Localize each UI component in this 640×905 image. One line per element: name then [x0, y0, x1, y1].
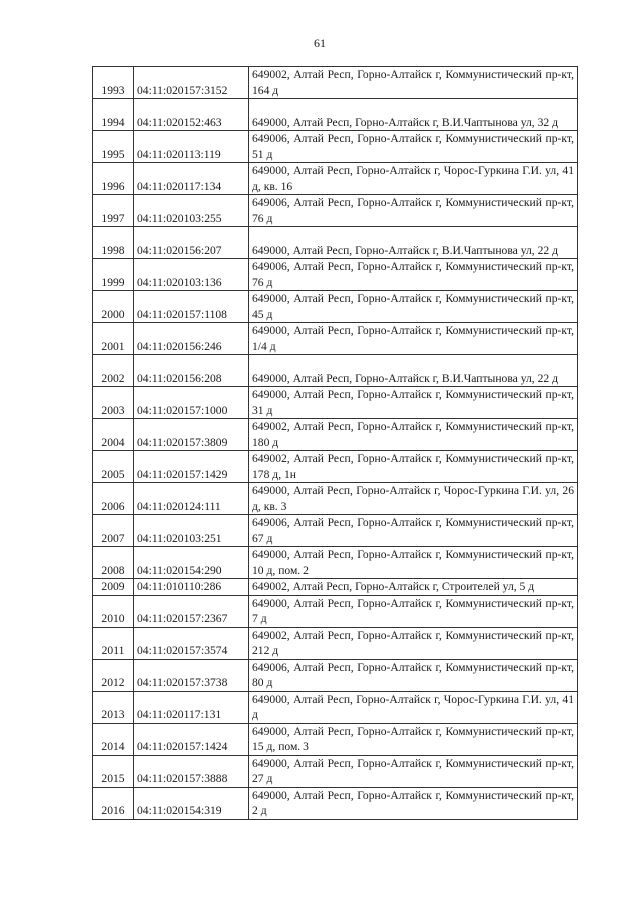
table-row — [93, 419, 578, 451]
row-number-cell: 2011 — [93, 627, 134, 659]
table-row — [93, 755, 578, 787]
table-row — [93, 787, 578, 819]
row-number-cell: 2004 — [93, 419, 134, 451]
row-number-cell: 2008 — [93, 547, 134, 579]
address-cell: 649006, Алтай Респ, Горно-Алтайск г, Коммунистический пр-кт, 67 д — [249, 515, 578, 547]
page-number: 61 — [314, 36, 326, 50]
cadastral-number-cell: 04:11:010110:286 — [134, 579, 249, 596]
cadastral-number-cell: 04:11:020156:207 — [134, 227, 249, 259]
cadastral-number-cell: 04:11:020103:136 — [134, 259, 249, 291]
table-row — [93, 723, 578, 755]
table-row — [93, 691, 578, 723]
address-cell: 649006, Алтай Респ, Горно-Алтайск г, Коммунистический пр-кт, 80 д — [249, 659, 578, 691]
registry-table-body — [93, 67, 578, 820]
row-number-cell: 2010 — [93, 595, 134, 627]
table-row — [93, 195, 578, 227]
row-number-cell: 2007 — [93, 515, 134, 547]
row-number-cell: 1999 — [93, 259, 134, 291]
registry-table — [92, 66, 578, 820]
table-row — [93, 163, 578, 195]
cadastral-number-cell: 04:11:020156:208 — [134, 355, 249, 387]
address-cell: 649000, Алтай Респ, Горно-Алтайск г, Коммунистический пр-кт, 27 д — [249, 755, 578, 787]
address-cell: 649002, Алтай Респ, Горно-Алтайск г, Коммунистический пр-кт, 178 д, 1н — [249, 451, 578, 483]
address-cell: 649006, Алтай Респ, Горно-Алтайск г, Коммунистический пр-кт, 76 д — [249, 195, 578, 227]
cadastral-number-cell: 04:11:020117:131 — [134, 691, 249, 723]
address-cell: 649000, Алтай Респ, Горно-Алтайск г, Коммунистический пр-кт, 31 д — [249, 387, 578, 419]
row-number-cell: 2000 — [93, 291, 134, 323]
cadastral-number-cell: 04:11:020157:3738 — [134, 659, 249, 691]
table-row — [93, 387, 578, 419]
table-row — [93, 659, 578, 691]
row-number-cell: 2006 — [93, 483, 134, 515]
cadastral-number-cell: 04:11:020154:319 — [134, 787, 249, 819]
address-cell: 649000, Алтай Респ, Горно-Алтайск г, Чорос-Гуркина Г.И. ул, 41 д, кв. 16 — [249, 163, 578, 195]
address-cell: 649000, Алтай Респ, Горно-Алтайск г, Чорос-Гуркина Г.И. ул, 41 д — [249, 691, 578, 723]
cadastral-number-cell: 04:11:020157:3152 — [134, 67, 249, 99]
address-cell: 649006, Алтай Респ, Горно-Алтайск г, Коммунистический пр-кт, 51 д — [249, 131, 578, 163]
cadastral-number-cell: 04:11:020113:119 — [134, 131, 249, 163]
table-row — [93, 595, 578, 627]
table-row — [93, 627, 578, 659]
cadastral-number-cell: 04:11:020157:3809 — [134, 419, 249, 451]
address-cell: 649002, Алтай Респ, Горно-Алтайск г, Коммунистический пр-кт, 212 д — [249, 627, 578, 659]
row-number-cell: 2009 — [93, 579, 134, 596]
row-number-cell: 2012 — [93, 659, 134, 691]
address-cell: 649002, Алтай Респ, Горно-Алтайск г, Строителей ул, 5 д — [249, 579, 578, 596]
row-number-cell: 2014 — [93, 723, 134, 755]
address-cell: 649000, Алтай Респ, Горно-Алтайск г, Коммунистический пр-кт, 7 д — [249, 595, 578, 627]
address-cell: 649000, Алтай Респ, Горно-Алтайск г, В.И.Чаптынова ул, 22 д — [249, 355, 578, 387]
row-number-cell: 2005 — [93, 451, 134, 483]
cadastral-number-cell: 04:11:020157:1429 — [134, 451, 249, 483]
row-number-cell: 2016 — [93, 787, 134, 819]
table-row — [93, 67, 578, 99]
table-row — [93, 291, 578, 323]
address-cell: 649000, Алтай Респ, Горно-Алтайск г, Коммунистический пр-кт, 2 д — [249, 787, 578, 819]
cadastral-number-cell: 04:11:020157:2367 — [134, 595, 249, 627]
cadastral-number-cell: 04:11:020156:246 — [134, 323, 249, 355]
row-number-cell: 2015 — [93, 755, 134, 787]
address-cell: 649000, Алтай Респ, Горно-Алтайск г, Коммунистический пр-кт, 10 д, пом. 2 — [249, 547, 578, 579]
row-number-cell: 1994 — [93, 99, 134, 131]
cadastral-number-cell: 04:11:020117:134 — [134, 163, 249, 195]
table-row — [93, 515, 578, 547]
table-row — [93, 483, 578, 515]
table-row — [93, 227, 578, 259]
address-cell: 649002, Алтай Респ, Горно-Алтайск г, Коммунистический пр-кт, 180 д — [249, 419, 578, 451]
address-cell: 649000, Алтай Респ, Горно-Алтайск г, Коммунистический пр-кт, 15 д, пом. 3 — [249, 723, 578, 755]
cadastral-number-cell: 04:11:020157:3888 — [134, 755, 249, 787]
row-number-cell: 1997 — [93, 195, 134, 227]
cadastral-number-cell: 04:11:020152:463 — [134, 99, 249, 131]
table-row — [93, 99, 578, 131]
table-row — [93, 355, 578, 387]
cadastral-number-cell: 04:11:020103:251 — [134, 515, 249, 547]
cadastral-number-cell: 04:11:020124:111 — [134, 483, 249, 515]
address-cell: 649000, Алтай Респ, Горно-Алтайск г, Чорос-Гуркина Г.И. ул, 26 д, кв. 3 — [249, 483, 578, 515]
table-row — [93, 451, 578, 483]
row-number-cell: 2002 — [93, 355, 134, 387]
cadastral-number-cell: 04:11:020157:3574 — [134, 627, 249, 659]
row-number-cell: 2001 — [93, 323, 134, 355]
row-number-cell: 2013 — [93, 691, 134, 723]
cadastral-number-cell: 04:11:020103:255 — [134, 195, 249, 227]
table-row — [93, 323, 578, 355]
table-row — [93, 131, 578, 163]
cadastral-number-cell: 04:11:020157:1000 — [134, 387, 249, 419]
row-number-cell: 1993 — [93, 67, 134, 99]
address-cell: 649000, Алтай Респ, Горно-Алтайск г, Коммунистический пр-кт, 1/4 д — [249, 323, 578, 355]
table-row — [93, 547, 578, 579]
address-cell: 649000, Алтай Респ, Горно-Алтайск г, В.И.Чаптынова ул, 32 д — [249, 99, 578, 131]
address-cell: 649000, Алтай Респ, Горно-Алтайск г, Коммунистический пр-кт, 45 д — [249, 291, 578, 323]
table-row — [93, 259, 578, 291]
address-cell: 649006, Алтай Респ, Горно-Алтайск г, Коммунистический пр-кт, 76 д — [249, 259, 578, 291]
address-cell: 649000, Алтай Респ, Горно-Алтайск г, В.И.Чаптынова ул, 22 д — [249, 227, 578, 259]
row-number-cell: 1995 — [93, 131, 134, 163]
cadastral-number-cell: 04:11:020157:1108 — [134, 291, 249, 323]
cadastral-number-cell: 04:11:020154:290 — [134, 547, 249, 579]
address-cell: 649002, Алтай Респ, Горно-Алтайск г, Коммунистический пр-кт, 164 д — [249, 67, 578, 99]
table-row — [93, 579, 578, 596]
row-number-cell: 1996 — [93, 163, 134, 195]
row-number-cell: 1998 — [93, 227, 134, 259]
row-number-cell: 2003 — [93, 387, 134, 419]
cadastral-number-cell: 04:11:020157:1424 — [134, 723, 249, 755]
